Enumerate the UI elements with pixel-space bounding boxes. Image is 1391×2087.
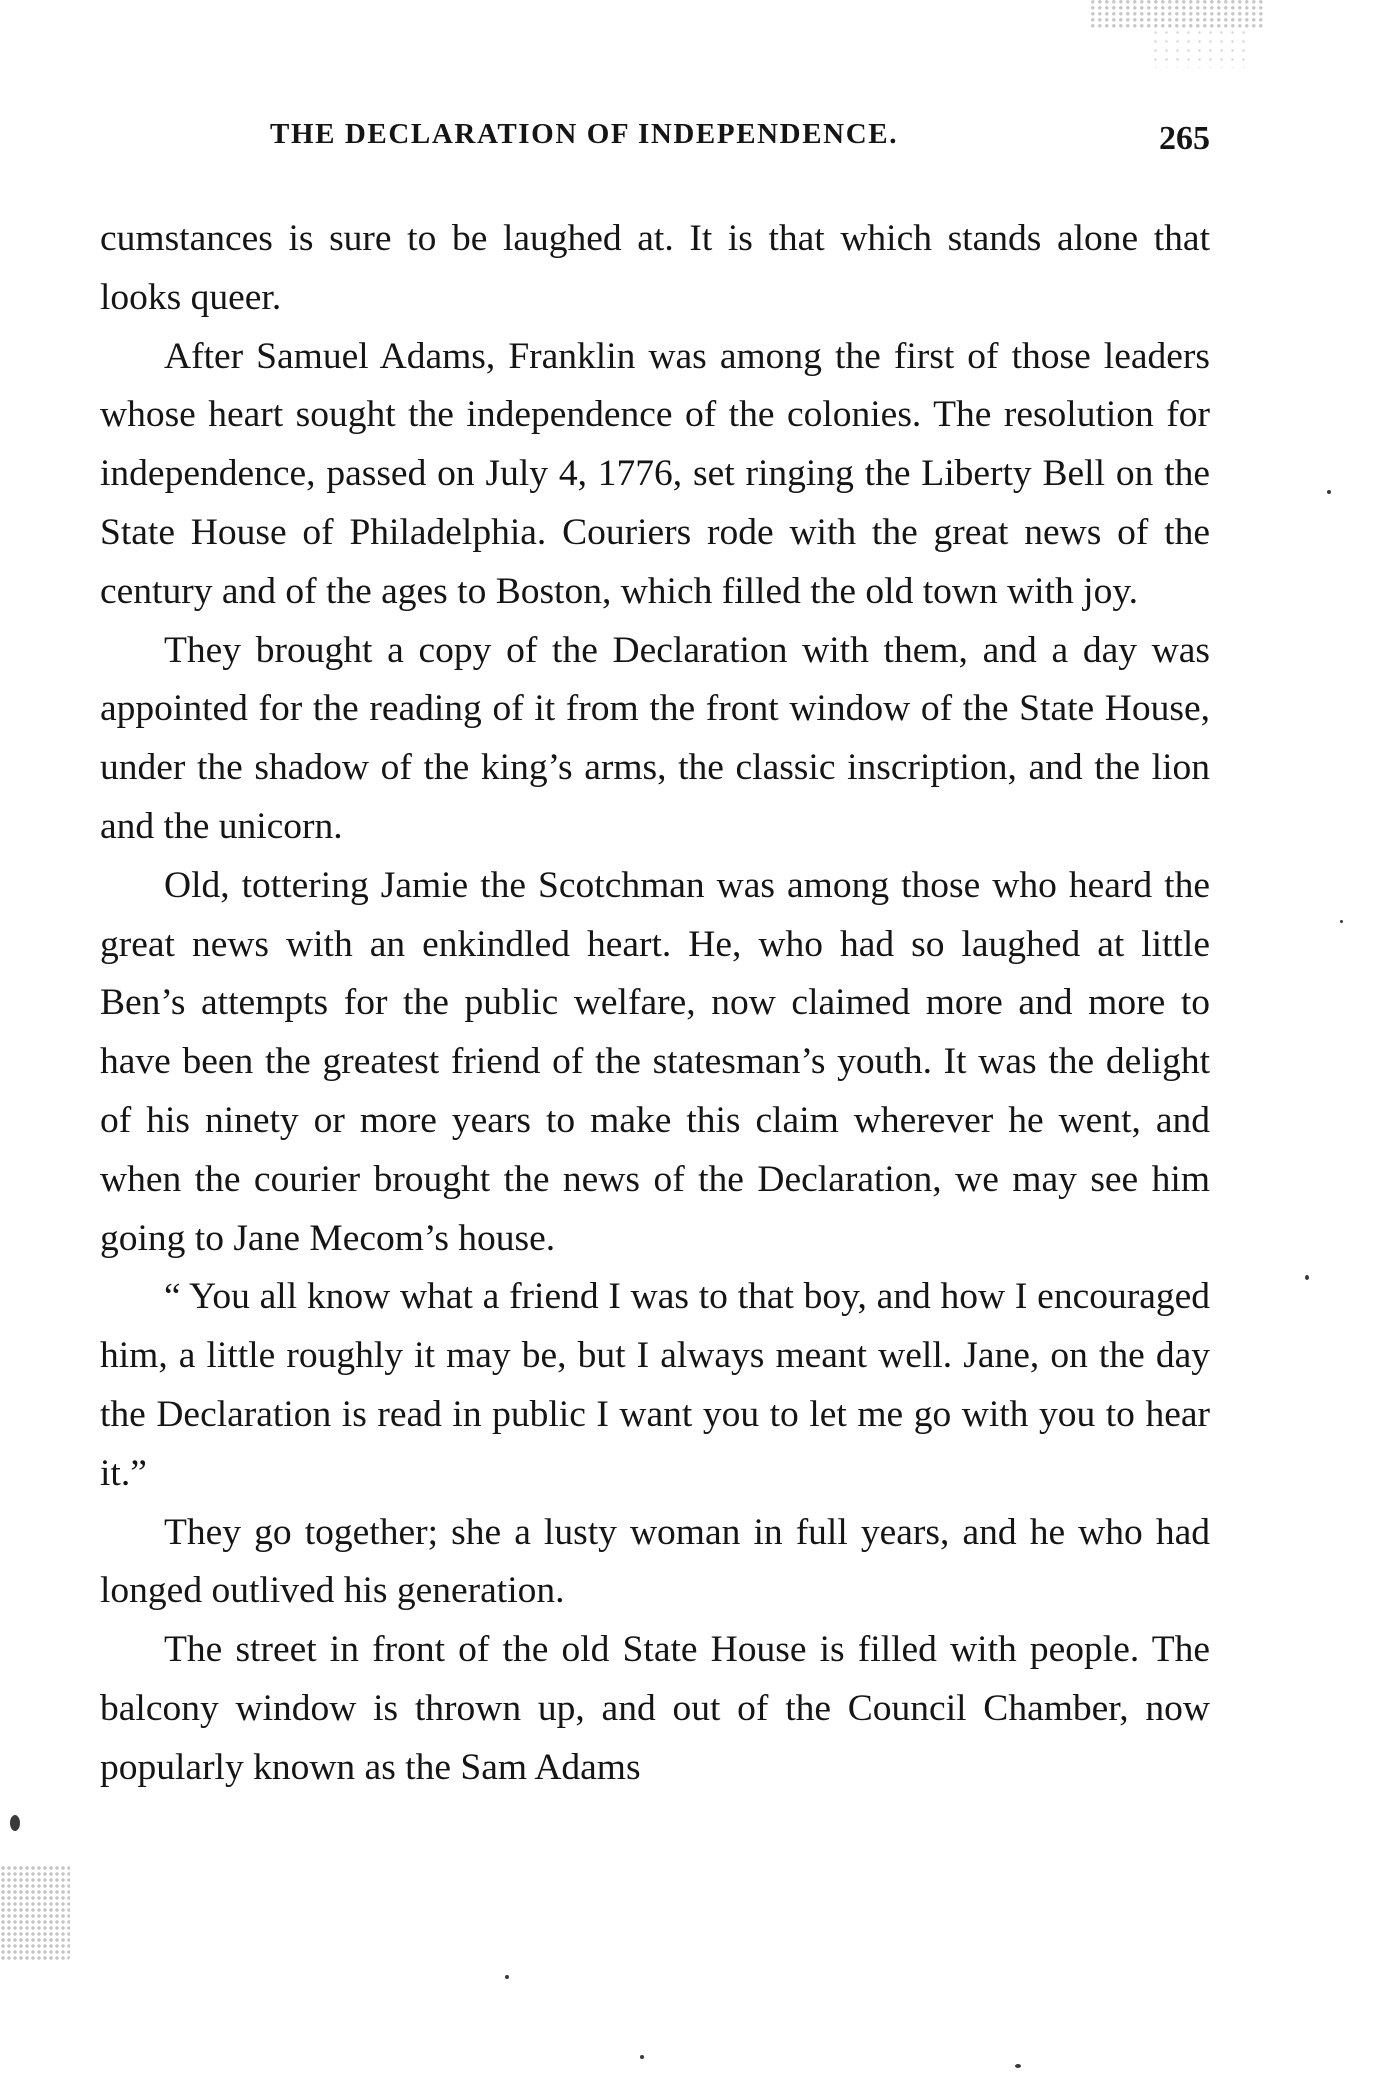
paragraph: They brought a copy of the Declaration with them, and a day was appointed for the reading of it from the front window of the State House, under the shadow of the king’s arms, the classic inscription, and the lion and the unicorn. <box>100 629 1210 847</box>
scan-noise-top-right-fade <box>1150 28 1250 68</box>
body-text <box>100 210 1210 1798</box>
paragraph: They go together; she a lusty woman in full years, and he who had longed outlived his generation. <box>100 1511 1210 1612</box>
ink-speck <box>1305 1275 1309 1280</box>
ink-speck <box>640 2055 644 2059</box>
ink-speck <box>505 1975 509 1979</box>
running-head: THE DECLARATION OF INDEPENDENCE. <box>270 118 899 150</box>
paragraph: Old, tottering Jamie the Scotchman was among those who heard the great news with an enkindled heart. He, who had so laughed at little Ben’s attempts for the public welfare, now claimed more and more to have been the greatest friend of the statesman’s youth. It was the delight of his ninety or more years to make this claim wherever he went, and when the courier brought the news of the Declaration, we may see him going to Jane Mecom’s house. <box>100 864 1210 1259</box>
ink-speck <box>1327 490 1331 494</box>
page-header <box>100 118 1210 168</box>
paragraph: “ You all know what a friend I was to that boy, and how I encouraged him, a little roughly it may be, but I always meant well. Jane, on the day the Declaration is read in public I want you to let me go with you to hear it.” <box>100 1276 1210 1494</box>
scan-noise-bottom-left <box>0 1865 70 1960</box>
ink-speck <box>1340 920 1343 923</box>
scan-noise-top-right <box>1090 0 1265 30</box>
paragraph: cumstances is sure to be laughed at. It is that which stands alone that looks queer. <box>100 218 1210 318</box>
paragraph: The street in front of the old State House is filled with people. The balcony window is thrown up, and out of the Council Chamber, now popularly known as the Sam Adams <box>100 1629 1210 1788</box>
ink-speck <box>10 1815 20 1831</box>
ink-speck <box>1015 2064 1021 2068</box>
paragraph: After Samuel Adams, Franklin was among the first of those leaders whose heart sought the independence of the colonies. The resolution for independence, passed on July 4, 1776, set ringing the Liberty Bell on the State House of Philadelphia. Couriers rode with the great news of the century and of the ages to Boston, which filled the old town with joy. <box>100 335 1210 612</box>
page-number: 265 <box>1159 120 1210 157</box>
